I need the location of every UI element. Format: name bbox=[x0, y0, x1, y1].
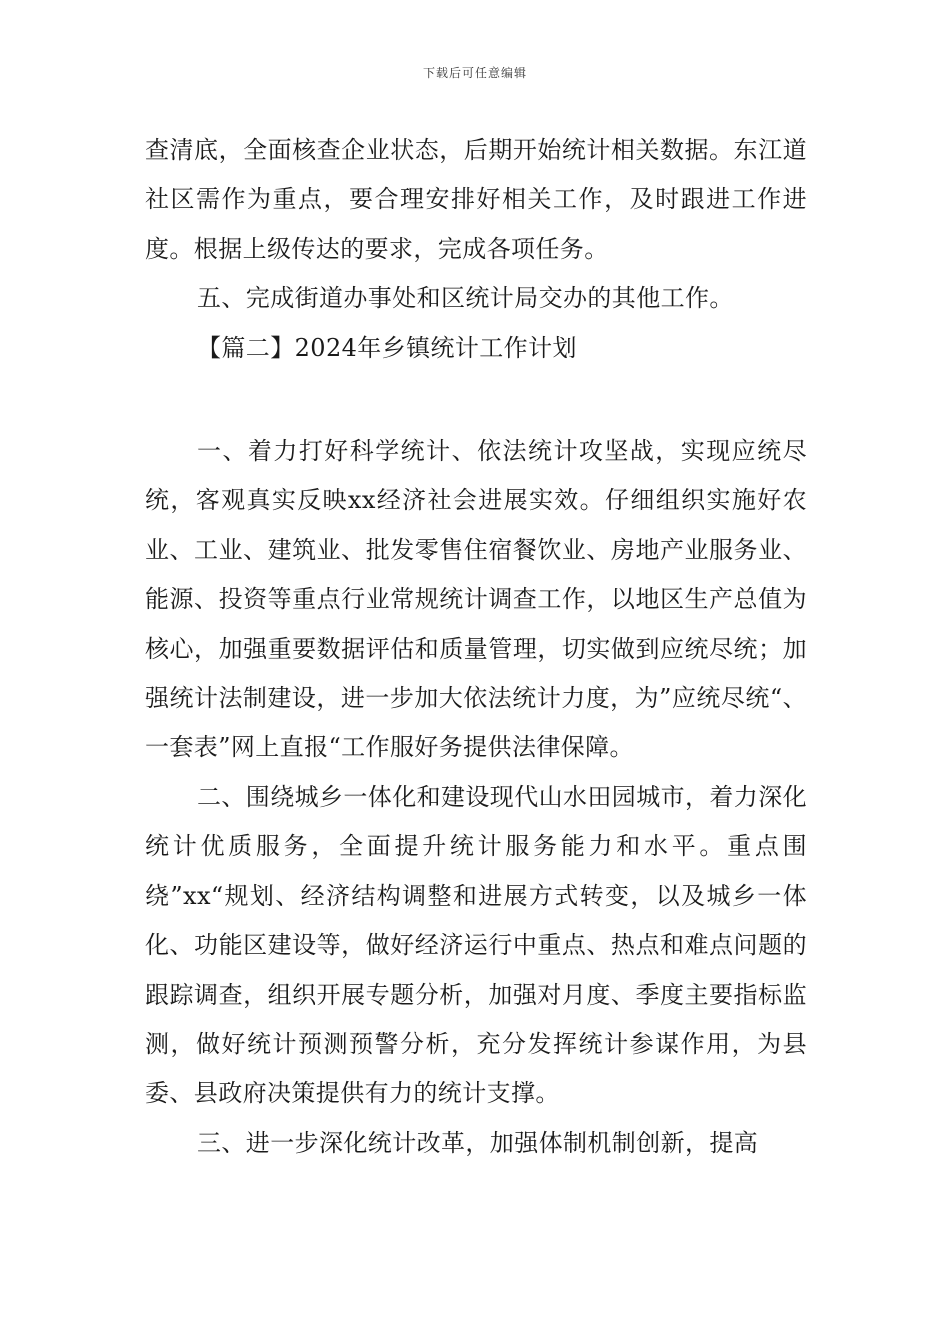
paragraph-item-1: 一、着力打好科学统计、依法统计攻坚战，实现应统尽统，客观真实反映xx经济社会进展实效。仔细组织实施好农业、工业、建筑业、批发零售住宿餐饮业、房地产业服务业、能源、投资等重点行业常规统计调查工作，以地区生产总值为核心，加强重要数据评估和质量管理，切实做到应统尽统；加强统计法制建设，进一步加大依法统计力度，为”应统尽统“、一套表”网上直报“工作服好务提供法律保障。 bbox=[145, 437, 807, 762]
paragraph-item-3: 三、进一步深化统计改革，加强体制机制创新，提高 bbox=[197, 1128, 759, 1157]
document-body bbox=[145, 126, 807, 1168]
page-header-note: 下载后可任意编辑 bbox=[422, 66, 527, 80]
blank-line bbox=[145, 373, 807, 427]
paragraph-continued: 查清底，全面核查企业状态，后期开始统计相关数据。东江道社区需作为重点，要合理安排好相关工作，及时跟进工作进度。根据上级传达的要求，完成各项任务。 bbox=[145, 136, 807, 263]
paragraph-item-2: 二、围绕城乡一体化和建设现代山水田园城市，着力深化统计优质服务，全面提升统计服务能力和水平。重点围绕”xx“规划、经济结构调整和进展方式转变，以及城乡一体化、功能区建设等，做好经济运行中重点、热点和难点问题的跟踪调查，组织开展专题分析，加强对月度、季度主要指标监测，做好统计预测预警分析，充分发挥统计参谋作用，为县委、县政府决策提供有力的统计支撑。 bbox=[145, 782, 807, 1108]
paragraph-item-5: 五、完成街道办事处和区统计局交办的其他工作。 bbox=[197, 284, 734, 313]
section-heading: 【篇二】2024年乡镇统计工作计划 bbox=[197, 333, 577, 362]
